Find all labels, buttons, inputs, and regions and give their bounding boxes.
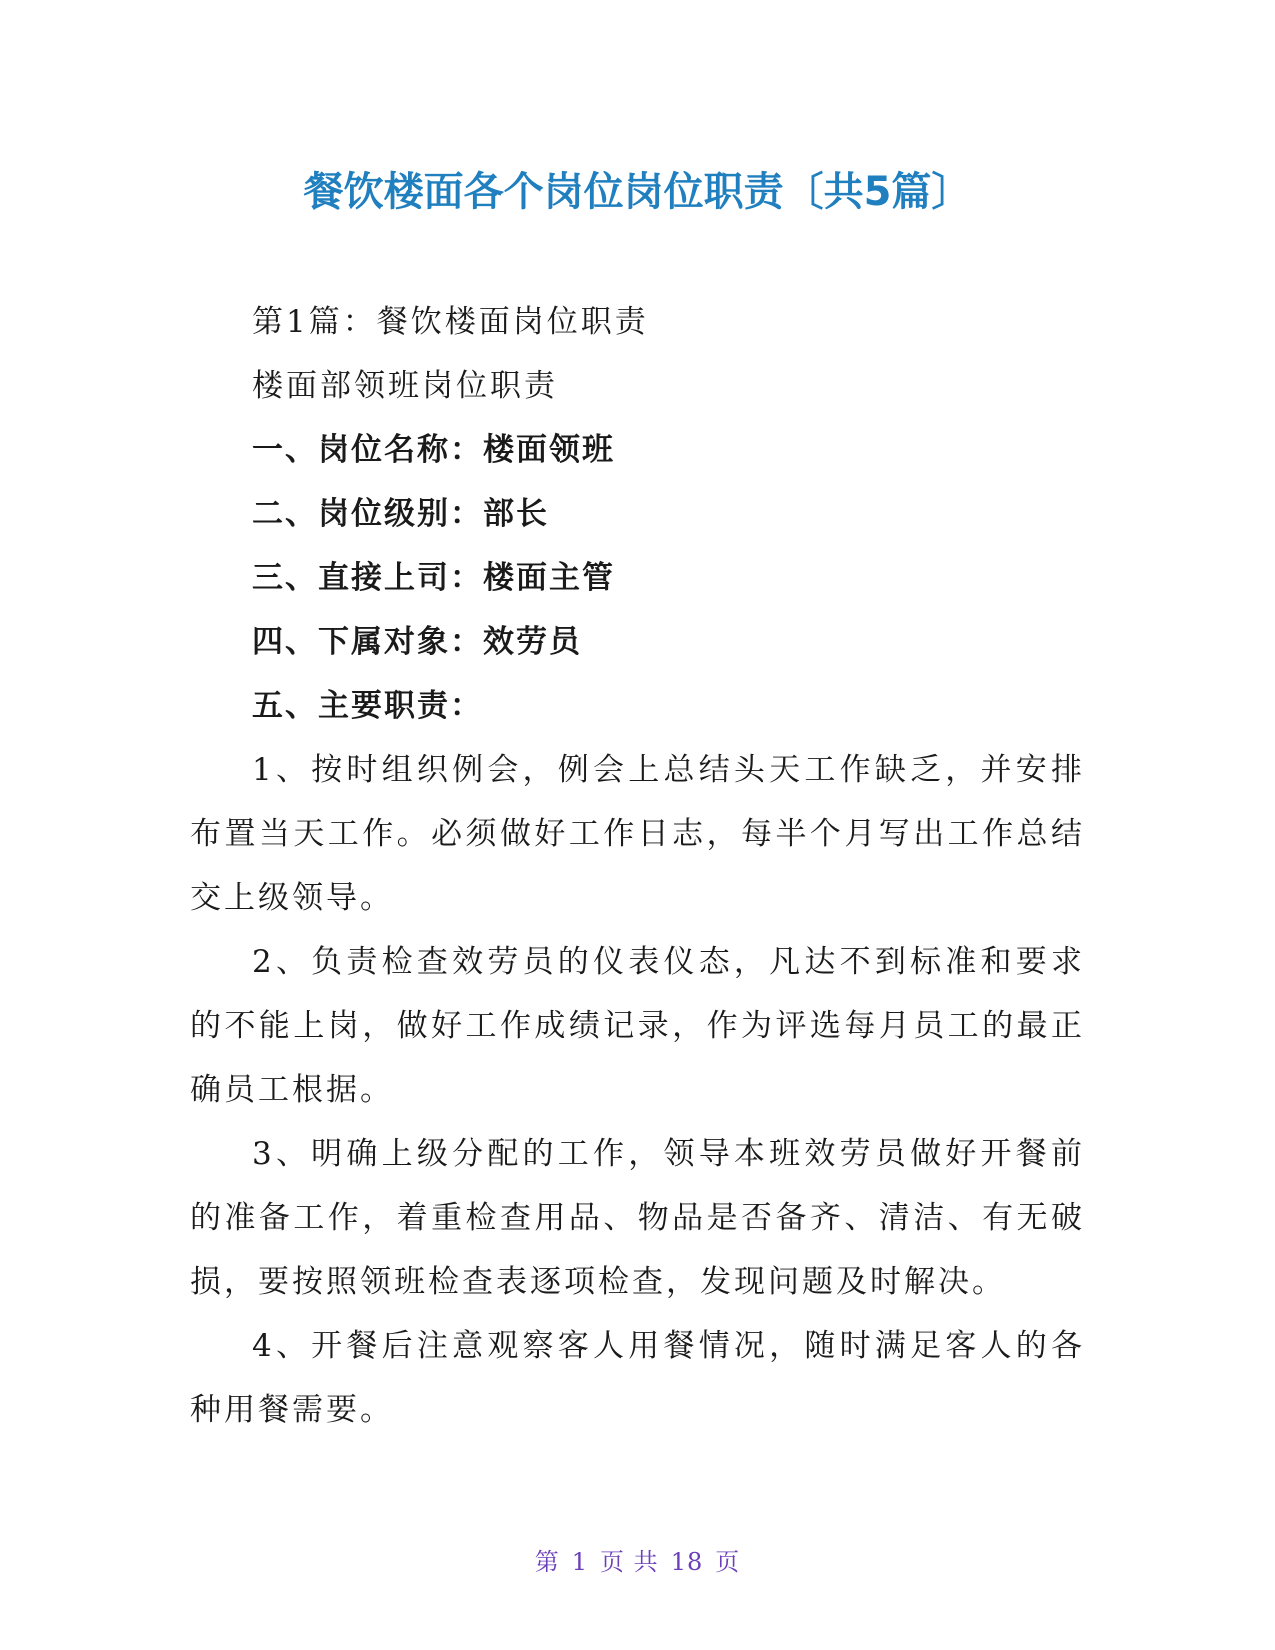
field-value: 效劳员: [483, 624, 582, 660]
field-label: 三、直接上司：: [252, 560, 483, 596]
field-label: 二、岗位级别：: [252, 496, 483, 532]
page-footer: [0, 1542, 1275, 1577]
document-title: 餐饮楼面各个岗位岗位职责〔共5篇〕: [303, 169, 972, 215]
footer-mid: 页 共: [600, 1548, 659, 1576]
duty-paragraph-4: 4、开餐后注意观察客人用餐情况，随时满足客人的各种用餐需要。: [190, 1328, 1085, 1428]
field-label: 五、主要职责：: [252, 688, 483, 724]
duty-paragraph-2: 2、负责检查效劳员的仪表仪态，凡达不到标准和要求的不能上岗，做好工作成绩记录，作为评选每月员工的最正确员工根据。: [190, 944, 1085, 1108]
document-body: [190, 290, 1085, 1442]
footer-prefix: 第: [534, 1548, 560, 1576]
field-direct-supervisor: [190, 546, 1085, 610]
field-position-name: [190, 418, 1085, 482]
field-subordinates: [190, 610, 1085, 674]
field-value: 部长: [483, 496, 549, 532]
field-value: 楼面领班: [483, 432, 615, 468]
field-value: 楼面主管: [483, 560, 615, 596]
footer-current-page: 1: [571, 1548, 589, 1576]
section-heading: 第1篇：餐饮楼面岗位职责: [252, 304, 649, 340]
duty-paragraph-1: 1、按时组织例会，例会上总结头天工作缺乏，并安排布置当天工作。必须做好工作日志，每半个月写出工作总结交上级领导。: [190, 752, 1085, 916]
section-subheading: 楼面部领班岗位职责: [252, 368, 558, 404]
field-label: 四、下属对象：: [252, 624, 483, 660]
field-main-duties: [190, 674, 1085, 738]
field-label: 一、岗位名称：: [252, 432, 483, 468]
footer-total-pages: 18: [670, 1548, 704, 1576]
field-position-level: [190, 482, 1085, 546]
footer-suffix: 页: [715, 1548, 741, 1576]
duty-paragraph-3: 3、明确上级分配的工作，领导本班效劳员做好开餐前的准备工作，着重检查用品、物品是否备齐、清洁、有无破损，要按照领班检查表逐项检查，发现问题及时解决。: [190, 1136, 1085, 1300]
